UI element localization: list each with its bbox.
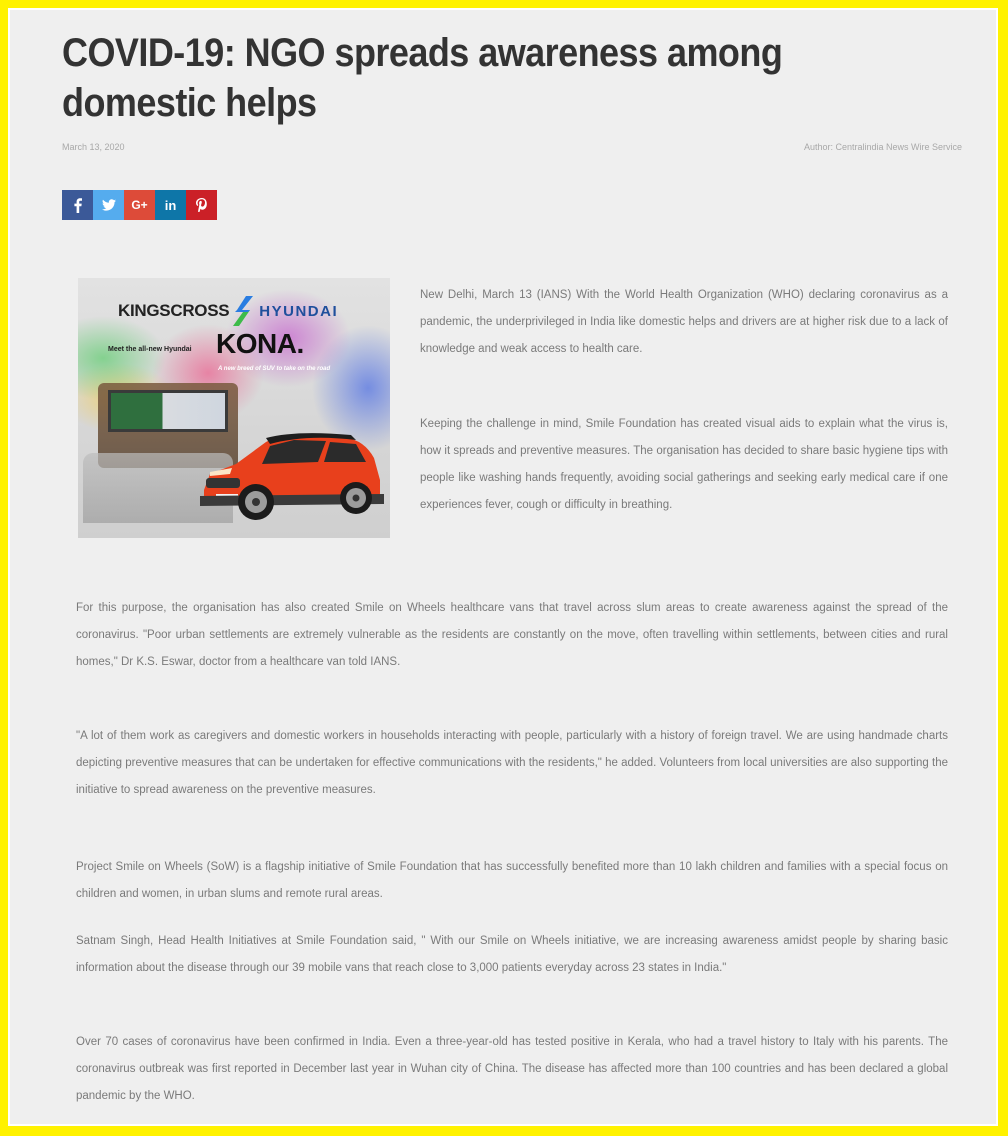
car-image-icon [196, 418, 386, 523]
advertisement-banner[interactable] [78, 278, 390, 538]
ad-brand-logos [118, 296, 338, 326]
author-byline: Author: Centralindia News Wire Service [803, 142, 962, 152]
facebook-icon [74, 198, 82, 213]
share-twitter-button[interactable] [93, 190, 124, 220]
social-share-bar [62, 190, 217, 220]
article-paragraph: Over 70 cases of coronavirus have been confirmed in India. Even a three-year-old has tested positive in Kerala, who had a travel history to Italy with his parents. The coronavirus outbreak was first reported in December last year in Wuhan city of China. The disease has affected more than 100 countries and has been declared a global pandemic by the WHO. [76, 1036, 948, 1102]
twitter-icon [102, 199, 116, 211]
ad-tagline: A new breed of SUV to take on the road [218, 366, 331, 372]
article-paragraph: Project Smile on Wheels (SoW) is a flagship initiative of Smile Foundation that has successfully benefited more than 10 lakh children and families with a special focus on children and women, in urban slums and remote rural areas. [76, 861, 948, 900]
article-paragraph: New Delhi, March 13 (IANS) With the World Health Organization (WHO) declaring coronavirus as a pandemic, the underprivileged in India like domestic helps and drivers are at higher risk due to a lack of knowledge and weak access to health care. [420, 289, 948, 355]
pinterest-icon [196, 198, 207, 212]
article-paragraph: For this purpose, the organisation has also created Smile on Wheels healthcare vans that travel across slum areas to create awareness against the spread of the coronavirus. "Poor urban settlements are extremely vulnerable as the residents are constantly on the move, often travelling within settlements, between cities and rural homes," Dr K.S. Eswar, doctor from a healthcare van told IANS. [76, 602, 948, 668]
article-paragraph: "A lot of them work as caregivers and domestic workers in households interacting with people, particularly with a history of foreign travel. We are using handmade charts depicting preventive measures that can be undertaken for effective communications with the residents," he added. Volunteers from local universities are also supporting the initiative to spread awareness on the preventive measures. [76, 730, 948, 796]
share-facebook-button[interactable] [62, 190, 93, 220]
article-title: COVID-19: NGO spreads awareness among domestic helps [62, 31, 783, 125]
article-paragraph: Satnam Singh, Head Health Initiatives at Smile Foundation said, " With our Smile on Wheels initiative, we are increasing awareness amidst people by sharing basic information about the disease through our 39 mobile vans that reach close to 3,000 patients everyday across 23 states in India." [76, 935, 948, 974]
bolt-logo-icon [233, 296, 255, 326]
ad-model-name: KONA. [216, 328, 304, 359]
linkedin-icon: in [164, 197, 177, 213]
share-linkedin-button[interactable] [155, 190, 186, 220]
ad-brand-kingscross: KINGSCROSS [118, 301, 230, 320]
ad-meet-text: Meet the all-new Hyundai [108, 346, 192, 353]
share-pinterest-button[interactable] [186, 190, 217, 220]
ad-brand-hyundai: HYUNDAI [259, 302, 339, 320]
google-plus-icon: G+ [131, 198, 148, 212]
publish-date: March 13, 2020 [62, 142, 125, 152]
share-google-plus-button[interactable] [124, 190, 155, 220]
article-paragraph: Keeping the challenge in mind, Smile Foundation has created visual aids to explain what the virus is, how it spreads and preventive measures. The organisation has decided to share basic hygiene tips with people like washing hands frequently, avoiding social gatherings and seeking early medical care if one experiences fever, cough or difficulty in breathing. [420, 418, 948, 511]
article-page [8, 8, 998, 1126]
